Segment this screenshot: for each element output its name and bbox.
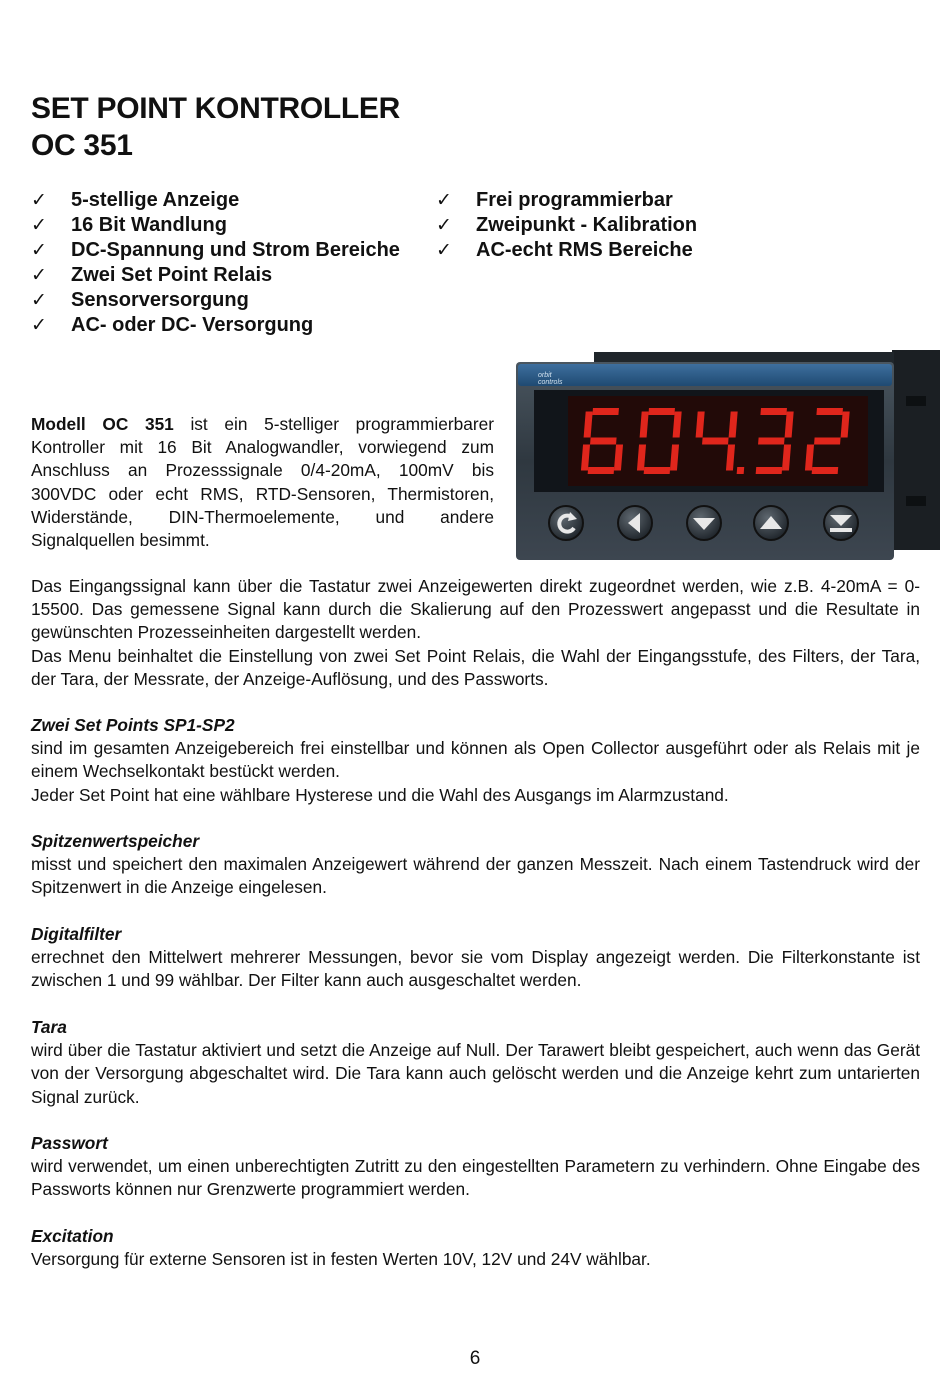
section-heading: Passwort — [31, 1133, 108, 1153]
section-heading: Spitzenwertspeicher — [31, 831, 200, 851]
title-line-2: OC 351 — [31, 129, 133, 162]
section-text: sind im gesamten Anzeigebereich frei einstellbar und können als Open Collector ausgeführt oder als Relais mit je einem Wechselkontakt bestückt werden. — [31, 738, 920, 782]
device-photo — [514, 348, 942, 562]
section-setpoints — [31, 714, 920, 807]
feature-list-right — [436, 188, 697, 263]
led-segment — [814, 438, 841, 445]
led-segment — [756, 467, 783, 474]
model-name: Modell OC 351 — [31, 414, 174, 434]
feature-item: ✓ 16 Bit Wandlung — [31, 214, 227, 236]
checkmark-icon: ✓ — [436, 189, 452, 211]
checkmark-icon: ✓ — [31, 214, 47, 236]
section-heading: Digitalfilter — [31, 924, 122, 944]
enter-button[interactable] — [824, 506, 858, 540]
refresh-button[interactable] — [549, 506, 583, 540]
section-text: Versorgung für externe Sensoren ist in festen Werten 10V, 12V und 24V wählbar. — [31, 1249, 651, 1270]
feature-item: ✓ Zwei Set Point Relais — [31, 264, 273, 286]
checkmark-icon: ✓ — [31, 189, 47, 211]
intro-paragraph — [31, 413, 494, 552]
checkmark-icon: ✓ — [31, 264, 47, 286]
checkmark-icon: ✓ — [436, 239, 452, 261]
brand-line-2: controls — [538, 379, 563, 386]
feature-item: ✓ DC-Spannung und Strom Bereiche — [31, 239, 400, 261]
description-block — [31, 575, 920, 691]
feature-item: ✓ 5-stellige Anzeige — [31, 189, 240, 211]
input-paragraph: Das Eingangssignal kann über die Tastatur zwei Anzeigewerten direkt zugeordnet werden, wie z.B. 4-20mA = 0-15500. Das gemessene Signal kann durch die Skalierung auf den Prozesswert angepasst und die Resultate in gewünschten Prozesseinheiten dargestellt werden. — [31, 576, 920, 643]
led-segment — [760, 408, 787, 415]
checkmark-icon: ✓ — [436, 214, 452, 236]
section-digital-filter — [31, 923, 920, 993]
section-heading: Excitation — [31, 1226, 114, 1246]
section-peak-memory — [31, 830, 920, 900]
led-segment — [588, 467, 615, 474]
led-segment — [648, 408, 675, 415]
menu-paragraph: Das Menu beinhaltet die Einstellung von zwei Set Point Relais, die Wahl der Eingangsstufe, des Filters, der Tara, der Tara, der Messrate, der Anzeige-Auflösung, und des Passworts. — [31, 645, 920, 689]
led-segment — [592, 408, 619, 415]
device-housing — [892, 350, 940, 550]
led-segment — [702, 438, 729, 445]
intro-text: ist ein 5-stelliger programmierbarer Kontroller mit 16 Bit Analogwandler, vorwiegend zum Anschluss an Prozesssignale 0/4-20mA, 100mV bis 300VDC oder echt RMS, RTD-Sensoren, Thermistoren, Widerstände, DIN-Thermoelemente, und andere Signalquellen besimmt. — [31, 414, 494, 551]
section-text: wird über die Tastatur aktiviert und setzt die Anzeige auf Null. Der Tarawert bleibt gespeichert, auch wenn das Gerät von der Versorgung abgeschaltet wird. Die Tara kann auch gelöscht werden und die Anzeige kehrt zum untarierten Signal zurück. — [31, 1040, 920, 1107]
section-password — [31, 1132, 920, 1202]
section-text: misst und speichert den maximalen Anzeigewert während der ganzen Messzeit. Nach einem Tastendruck wird der Spitzenwert in die Anzeige eingelesen. — [31, 854, 920, 898]
section-text: errechnet den Mittelwert mehrerer Messungen, bevor sie vom Display angezeigt werden. Die Filterkonstante ist zwischen 1 und 99 wählbar. Der Filter kann auch ausgeschaltet werden. — [31, 947, 920, 991]
checkmark-icon: ✓ — [31, 289, 47, 311]
checkmark-icon: ✓ — [31, 314, 47, 336]
led-decimal-point — [737, 467, 745, 474]
led-segment — [816, 408, 843, 415]
title-line-1: SET POINT KONTROLLER — [31, 92, 401, 125]
checkmark-icon: ✓ — [31, 239, 47, 261]
section-text: Jeder Set Point hat eine wählbare Hysterese und die Wahl des Ausgangs im Alarmzustand. — [31, 784, 729, 805]
section-excitation — [31, 1225, 920, 1271]
page-title — [31, 90, 400, 164]
led-segment — [590, 438, 617, 445]
up-button[interactable] — [754, 506, 788, 540]
feature-item: ✓ AC- oder DC- Versorgung — [31, 314, 314, 336]
page-number: 6 — [469, 1348, 481, 1369]
section-heading: Tara — [31, 1017, 67, 1037]
feature-item: ✓ Sensorversorgung — [31, 289, 249, 311]
left-button[interactable] — [618, 506, 652, 540]
brand-line-1: orbit — [538, 372, 552, 379]
down-button[interactable] — [687, 506, 721, 540]
feature-item: ✓ AC-echt RMS Bereiche — [436, 239, 693, 261]
feature-list-left — [31, 188, 400, 338]
section-tara — [31, 1016, 920, 1109]
led-segment — [812, 467, 839, 474]
feature-item: ✓ Zweipunkt - Kalibration — [436, 214, 698, 236]
section-heading: Zwei Set Points SP1-SP2 — [31, 715, 235, 735]
section-text: wird verwendet, um einen unberechtigten Zutritt zu den eingestellten Parametern zu verhindern. Ohne Eingabe des Passworts können nur Grenzwerte programmiert werden. — [31, 1156, 920, 1200]
feature-item: ✓ Frei programmierbar — [436, 189, 673, 211]
led-segment — [758, 438, 785, 445]
led-segment — [644, 467, 671, 474]
